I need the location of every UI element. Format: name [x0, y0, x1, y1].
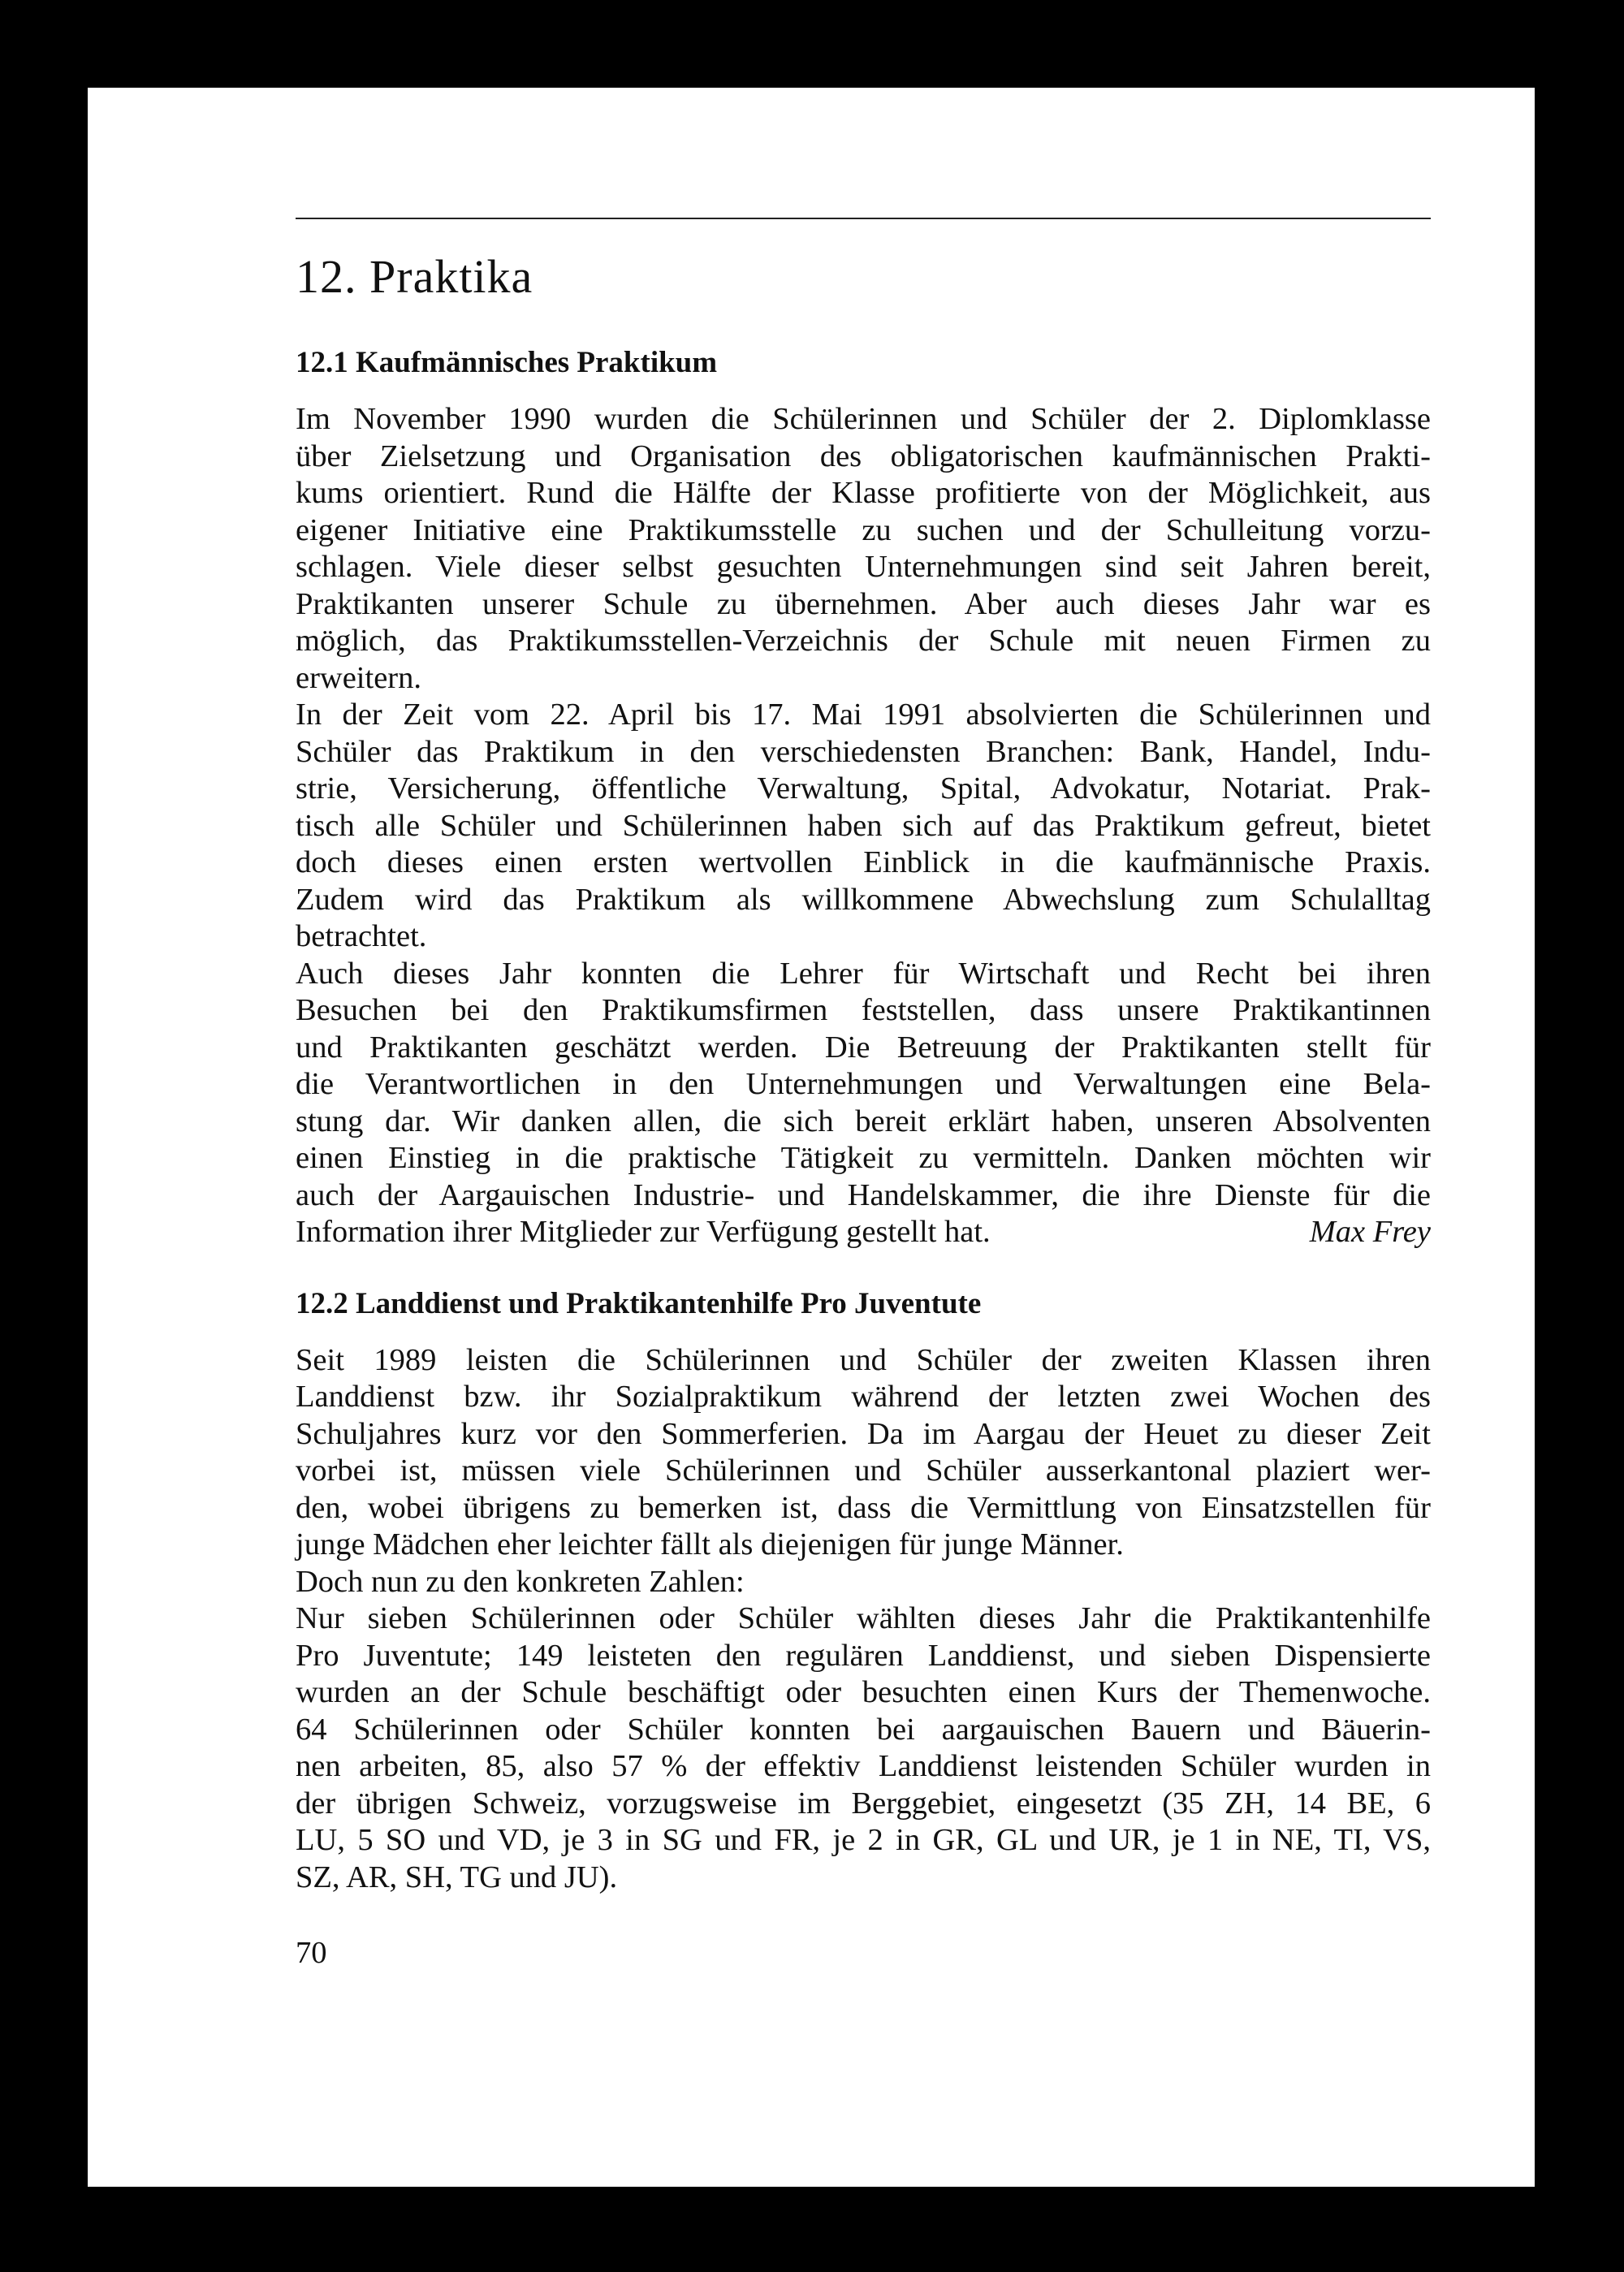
text-line: strie, Versicherung, öffentliche Verwaltung, Spital, Advokatur, Notariat. Prak- [296, 771, 1431, 806]
text-line: einen Einstieg in die praktische Tätigkeit zu vermitteln. Danken möchten wir [296, 1141, 1431, 1175]
text-line: der übrigen Schweiz, vorzugsweise im Berggebiet, eingesetzt (35 ZH, 14 BE, 6 [296, 1786, 1431, 1821]
text-line: über Zielsetzung und Organisation des obligatorischen kaufmännischen Prakti- [296, 438, 1431, 473]
page-number: 70 [296, 1936, 327, 1970]
text-line: Landdienst bzw. ihr Sozialpraktikum während der letzten zwei Wochen des [296, 1380, 1431, 1414]
text-line: möglich, das Praktikumsstellen-Verzeichnis der Schule mit neuen Firmen zu [296, 624, 1431, 658]
text-line: stung dar. Wir danken allen, die sich bereit erklärt haben, unseren Absolventen [296, 1104, 1431, 1138]
text-line: SZ, AR, SH, TG und JU). [296, 1859, 618, 1894]
text-line: Im November 1990 wurden die Schülerinnen und Schüler der 2. Diplomklasse [296, 402, 1431, 436]
closing-text: Information ihrer Mitglieder zur Verfügung gestellt hat. [296, 1215, 991, 1249]
section-heading-landdienst: 12.2 Landdienst und Praktikantenhilfe Pro Juventute [296, 1286, 982, 1320]
text-line: Zudem wird das Praktikum als willkommene Abwechslung zum Schulalltag [296, 882, 1431, 917]
text-line: kums orientiert. Rund die Hälfte der Klasse profitierte von der Möglichkeit, aus [296, 476, 1431, 510]
chapter-rule [296, 218, 1431, 219]
text-line: nen arbeiten, 85, also 57 % der effektiv Landdienst leistenden Schüler wurden in [296, 1749, 1431, 1783]
text-line: Praktikanten unserer Schule zu übernehmen. Aber auch dieses Jahr war es [296, 586, 1431, 621]
text-line: vorbei ist, müssen viele Schülerinnen und Schüler ausserkantonal plaziert wer- [296, 1453, 1431, 1488]
text-line: eigener Initiative eine Praktikumsstelle zu suchen und der Schulleitung vorzu- [296, 512, 1431, 547]
text-line: Auch dieses Jahr konnten die Lehrer für Wirtschaft und Recht bei ihren [296, 956, 1431, 991]
section-heading-kaufmaennisches-praktikum: 12.1 Kaufmännisches Praktikum [296, 346, 718, 379]
text-line: den, wobei übrigens zu bemerken ist, dass die Vermittlung von Einsatzstellen für [296, 1490, 1431, 1525]
text-line: Schüler das Praktikum in den verschiedensten Branchen: Bank, Handel, Indu- [296, 734, 1431, 769]
text-line: Besuchen bei den Praktikumsfirmen feststellen, dass unsere Praktikantinnen [296, 993, 1431, 1027]
text-line: erweitern. [296, 660, 421, 695]
chapter-title: 12. Praktika [296, 250, 533, 303]
text-line: doch dieses einen ersten wertvollen Einblick in die kaufmännische Praxis. [296, 845, 1431, 879]
text-line: die Verantwortlichen in den Unternehmungen und Verwaltungen eine Bela- [296, 1067, 1431, 1101]
text-line: schlagen. Viele dieser selbst gesuchten Unternehmungen sind seit Jahren bereit, [296, 550, 1431, 584]
text-line: Nur sieben Schülerinnen oder Schüler wählten dieses Jahr die Praktikantenhilfe [296, 1601, 1431, 1635]
closing-line [296, 1214, 1431, 1251]
text-line: In der Zeit vom 22. April bis 17. Mai 1991 absolvierten die Schülerinnen und [296, 698, 1431, 732]
text-line: Schuljahres kurz vor den Sommerferien. Da im Aargau der Heuet zu dieser Zeit [296, 1416, 1431, 1451]
text-line: betrachtet. [296, 919, 427, 953]
text-line: junge Mädchen eher leichter fällt als diejenigen für junge Männer. [296, 1527, 1124, 1561]
page-content [296, 218, 1520, 1972]
text-line: und Praktikanten geschätzt werden. Die Betreuung der Praktikanten stellt für [296, 1030, 1431, 1065]
text-line: auch der Aargauischen Industrie- und Handelskammer, die ihre Dienste für die [296, 1177, 1431, 1212]
text-line: LU, 5 SO und VD, je 3 in SG und FR, je 2 in GR, GL und UR, je 1 in NE, TI, VS, [296, 1823, 1431, 1857]
section-body-kaufmaennisches-praktikum [296, 401, 1431, 1251]
section-body-landdienst [296, 1342, 1431, 1897]
text-line: Seit 1989 leisten die Schülerinnen und Schüler der zweiten Klassen ihren [296, 1342, 1431, 1377]
text-line: wurden an der Schule beschäftigt oder besuchten einen Kurs der Themenwoche. [296, 1675, 1431, 1709]
text-line: 64 Schülerinnen oder Schüler konnten bei aargauischen Bauern und Bäuerin- [296, 1712, 1431, 1747]
text-line: tisch alle Schüler und Schülerinnen haben sich auf das Praktikum gefreut, bietet [296, 808, 1431, 843]
text-line: Doch nun zu den konkreten Zahlen: [296, 1564, 745, 1599]
document-page [88, 88, 1535, 2187]
text-line: Pro Juventute; 149 leisteten den regulären Landdienst, und sieben Dispensierte [296, 1638, 1431, 1673]
author-name: Max Frey [1309, 1215, 1431, 1249]
